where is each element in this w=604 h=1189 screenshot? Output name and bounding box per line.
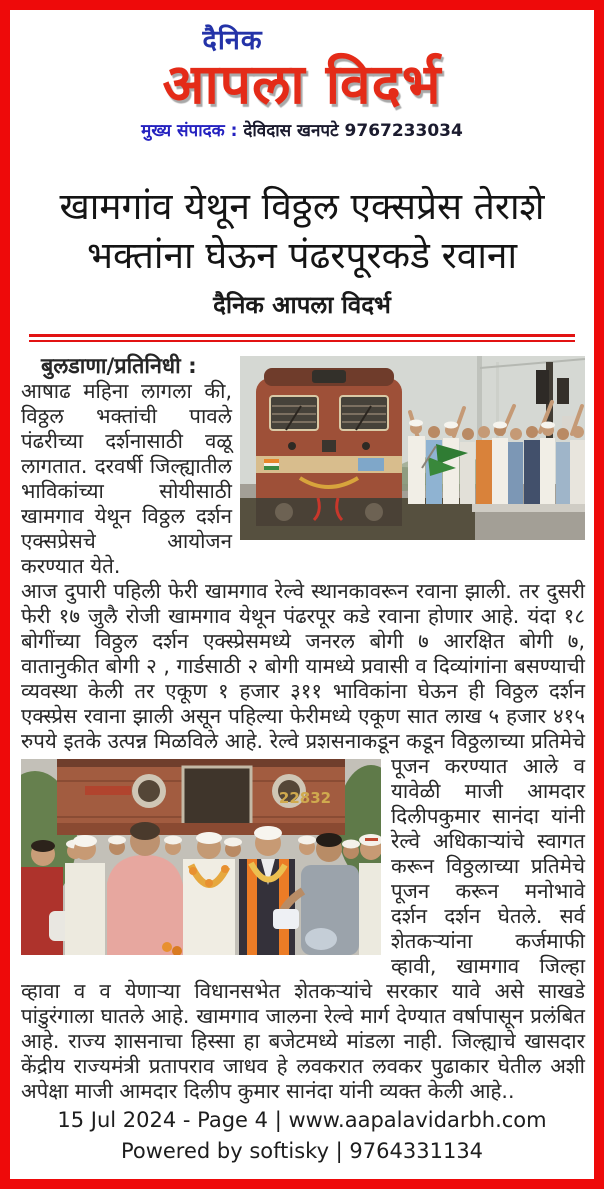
- garlanding-crowd-illustration: [21, 759, 381, 955]
- photo-garlanding-crowd: [21, 759, 381, 955]
- main-paragraph: [21, 579, 585, 1104]
- masthead-daily-label: दैनिक: [202, 25, 263, 56]
- headline-line-1: खामगांव येथून विठ्ठल एक्सप्रेस तेराशे: [59, 185, 545, 228]
- red-divider-rule: [29, 334, 575, 342]
- masthead: [10, 10, 594, 142]
- editor-line: [10, 120, 594, 142]
- photo-train-flag-off: [240, 356, 585, 540]
- editor-label: मुख्य संपादक :: [141, 121, 238, 141]
- loco-number-text: 22832: [278, 789, 332, 807]
- dateline: बुलडाणा/प्रतिनिधी :: [41, 354, 197, 379]
- editor-name-phone: देविदास खनपटे 9767233034: [243, 121, 463, 141]
- train-flag-off-illustration: [240, 356, 585, 540]
- article-byline: दैनिक आपला विदर्भ: [213, 291, 391, 319]
- masthead-paper-name: आपला विदर्भ: [162, 52, 442, 116]
- article-headline: [20, 182, 584, 280]
- intro-paragraph: आषाढ महिना लागला की, विठ्ठल भक्तांची पावले पंढरीच्या दर्शनासाठी वळू लागतात. दरवर्षी जिल्ह्यातील भाविकांच्या सोयीसाठी खामगाव येथून विठ्ठल दर्शन एक्सप्रेसचे आयोजन करण्यात येते.: [21, 379, 232, 578]
- article-body: [10, 350, 594, 1104]
- footer: [10, 1105, 594, 1167]
- footer-powered-by: Powered by softisky | 9764331134: [120, 1139, 484, 1163]
- footer-date-page-url: 15 Jul 2024 - Page 4 | www.aapalavidarbh.com: [57, 1108, 547, 1132]
- headline-line-2: भक्तांना घेऊन पंढरपूरकडे रवाना: [86, 234, 518, 277]
- body-text-part-1: आज दुपारी पहिली फेरी खामगाव रेल्वे स्थानकावरून रवाना झाली. तर दुसरी फेरी १७ जुलै रोजी खामगाव येथून पंढरपूर कडे रवाना होणार आहे. यंदा १८ बोगींच्या विठ्ठल दर्शन एक्स्प्रेसमध्ये जनरल बोगी ७ आरक्षित बोगी ७, वातानुकीत बोगी २ , गार्डसाठी २ बोगी यामध्ये प्रवासी व दिव्यांगांना बसण्याची व्यवस्था केली तर एकूण १ हजार ३११ भाविकांना घेऊन ही विठ्ठल दर्शन एक्स्प्रेस रवाना झाली असून पहिल्या फेरीमध्ये एकूण सात लाख ५ हजार ४१५ रुपये इतके उत्पन्न मिळविले आहे. रेल्वे प्रशसनाकडून कडून विठ्ठलाच्या प्रतिमेचे पूजन: [21, 579, 585, 778]
- body-text-part-2: करण्यात आले व यावेळी माजी आमदार दिलीपकुमार सानंदा यांनी रेल्वे अधिकाऱ्यांचे स्वागत करून विठ्ठलाच्या प्रतिमेचे पूजन करून मनोभावे दर्शन दर्शन घेतले. सर्व शेतकऱ्यांना कर्जमाफी व्हावी, खामगाव जिल्हा व्हावा व व येणाऱ्या विधानसभेत शेतकऱ्यांचे सरकार यावे असे साखडे पांडुरंगाला घातले आहे. खामगाव जालना रेल्वे मार्ग देण्यात वर्षापासून प्रलंबित आहे. राज्य शासनाचा हिस्सा हा बजेटमध्ये मांडला नाही. जिल्ह्याचे खासदार केंद्रीय राज्यमंत्री प्रतापराव जाधव हे लवकरात लवकर पुढाकार घेतील अशी अपेक्षा माजी आमदार दिलीप कुमार सानंदा यांनी व्यक्त केली आहे..: [21, 754, 585, 1103]
- masthead-logo: [162, 25, 442, 116]
